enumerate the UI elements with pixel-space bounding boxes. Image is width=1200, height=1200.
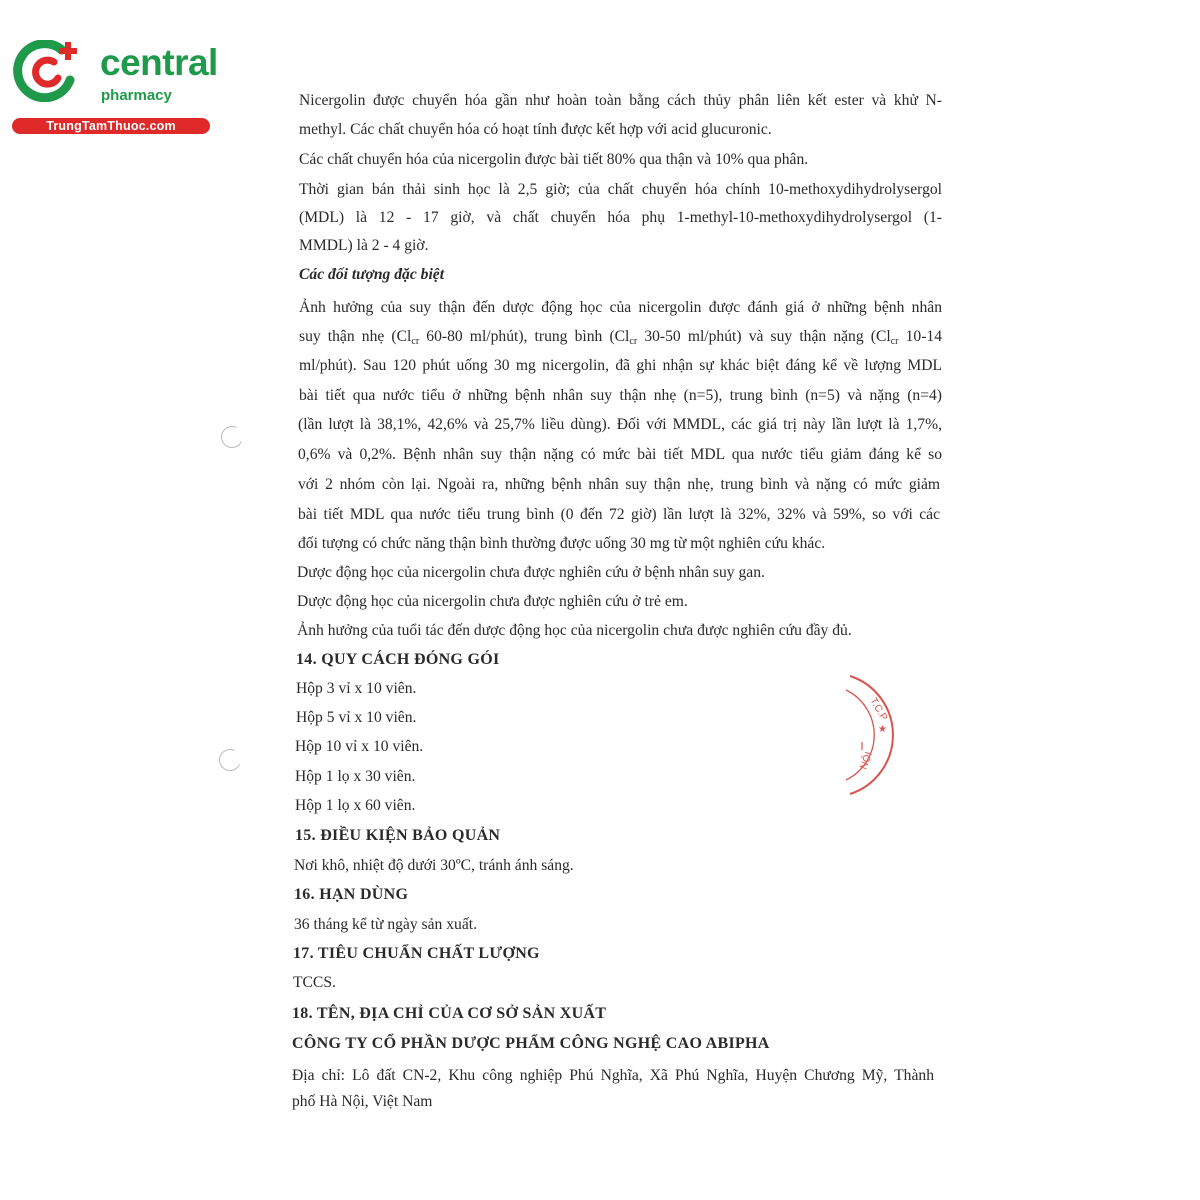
section-heading-14: 14. QUY CÁCH ĐÓNG GÓI (296, 651, 500, 668)
logo-tagline: pharmacy (101, 87, 172, 104)
paragraph-renal-line5: (lần lượt là 38,1%, 42,6% và 25,7% liều dùng). Đối với MMDL, các giá trị này lần lượt là 1,7%, (298, 416, 942, 433)
paragraph-renal-line6: 0,6% và 0,2%. Bệnh nhân suy thận nặng có mức bài tiết MDL qua nước tiểu giảm đáng kể so (298, 446, 942, 463)
subheading-special-populations: Các đối tượng đặc biệt (299, 266, 445, 283)
section-heading-16: 16. HẠN DÙNG (294, 886, 409, 903)
paragraph-renal-line9: đối tượng có chức năng thận bình thường được uống 30 mg từ một nghiên cứu khác. (298, 535, 826, 552)
svg-text:T.C.P: T.C.P (867, 696, 890, 723)
company-name: CÔNG TY CỔ PHẦN DƯỢC PHẨM CÔNG NGHỆ CAO ABIPHA (292, 1035, 770, 1052)
paragraph-age: Ảnh hưởng của tuổi tác đến dược động học của nicergolin chưa được nghiên cứu đầy đủ. (297, 622, 852, 639)
svg-text:NỘI: NỘI (858, 750, 875, 772)
standard-text: TCCS. (293, 974, 336, 991)
pack-item: Hộp 10 vỉ x 10 viên. (295, 738, 424, 755)
paragraph-halflife-line2: (MDL) là 12 - 17 giờ, và chất chuyển hóa phụ 1-methyl-10-methoxydihydrolysergol (1- (299, 209, 942, 226)
section-heading-15: 15. ĐIỀU KIỆN BẢO QUẢN (295, 827, 501, 844)
address-line1: Địa chỉ: Lô đất CN-2, Khu công nghiệp Phú Nghĩa, Xã Phú Nghĩa, Huyện Chương Mỹ, Thành (292, 1067, 934, 1084)
storage-text: Nơi khô, nhiệt độ dưới 30ºC, tránh ánh sáng. (294, 857, 574, 874)
svg-text:★: ★ (878, 724, 887, 735)
pack-item: Hộp 3 vỉ x 10 viên. (296, 680, 417, 697)
paragraph-halflife-line3: MMDL) là 2 - 4 giờ. (299, 237, 429, 254)
logo-site-url: TrungTamThuoc.com (12, 118, 210, 134)
paragraph-halflife-line1: Thời gian bán thải sinh học là 2,5 giờ; của chất chuyển hóa chính 10-methoxydihydrolysergol (299, 181, 942, 198)
paragraph-renal-line2: suy thận nhẹ ($Cl_{cr}$ 60-80 ml/phút), trung bình ($Cl_{cr}$ 30-50 ml/phút) và suy thận nặng ($Cl_{cr}$ 10-14 (299, 328, 943, 347)
address-line2: phố Hà Nội, Việt Nam (292, 1093, 433, 1110)
pack-item: Hộp 1 lọ x 30 viên. (295, 768, 416, 785)
pack-item: Hộp 5 vỉ x 10 viên. (296, 709, 417, 726)
section-heading-18: 18. TÊN, ĐỊA CHỈ CỦA CƠ SỞ SẢN XUẤT (292, 1005, 607, 1022)
paragraph-renal-line3: ml/phút). Sau 120 phút uống 30 mg nicergolin, đã ghi nhận sự khác biệt đáng kể về lượng MDL (299, 357, 942, 374)
paragraph-hepatic: Dược động học của nicergolin chưa được nghiên cứu ở bệnh nhân suy gan. (297, 564, 765, 581)
pack-item: Hộp 1 lọ x 60 viên. (295, 797, 416, 814)
paragraph-renal-line1: Ảnh hưởng của suy thận đến dược động học của nicergolin được đánh giá ở những bệnh nhân (299, 299, 942, 316)
paragraph-renal-line7: với 2 nhóm còn lại. Ngoài ra, những bệnh nhân suy thận nhẹ, trung bình và nặng có mức giảm (298, 476, 940, 493)
paragraph-metabolism-line2: methyl. Các chất chuyển hóa có hoạt tính được kết hợp với acid glucuronic. (299, 121, 772, 138)
paragraph-excretion: Các chất chuyển hóa của nicergolin được bài tiết 80% qua thận và 10% qua phân. (299, 151, 809, 168)
paragraph-renal-line4: bài tiết qua nước tiểu ở những bệnh nhân suy thận nhẹ (n=5), trung bình (n=5) và nặng (n=4) (299, 387, 942, 404)
paragraph-metabolism-line1: Nicergolin được chuyển hóa gần như hoàn toàn bằng cách thủy phân liên kết ester và khử N- (299, 92, 942, 109)
logo-brand-name: central (100, 42, 218, 83)
paragraph-renal-line8: bài tiết MDL qua nước tiểu trung bình (0 đến 72 giờ) lần lượt là 32%, 32% và 59%, so với các (298, 506, 940, 523)
shelf-life-text: 36 tháng kể từ ngày sản xuất. (294, 916, 477, 933)
paragraph-children: Dược động học của nicergolin chưa được nghiên cứu ở trẻ em. (297, 593, 688, 610)
section-heading-17: 17. TIÊU CHUẨN CHẤT LƯỢNG (293, 945, 540, 962)
